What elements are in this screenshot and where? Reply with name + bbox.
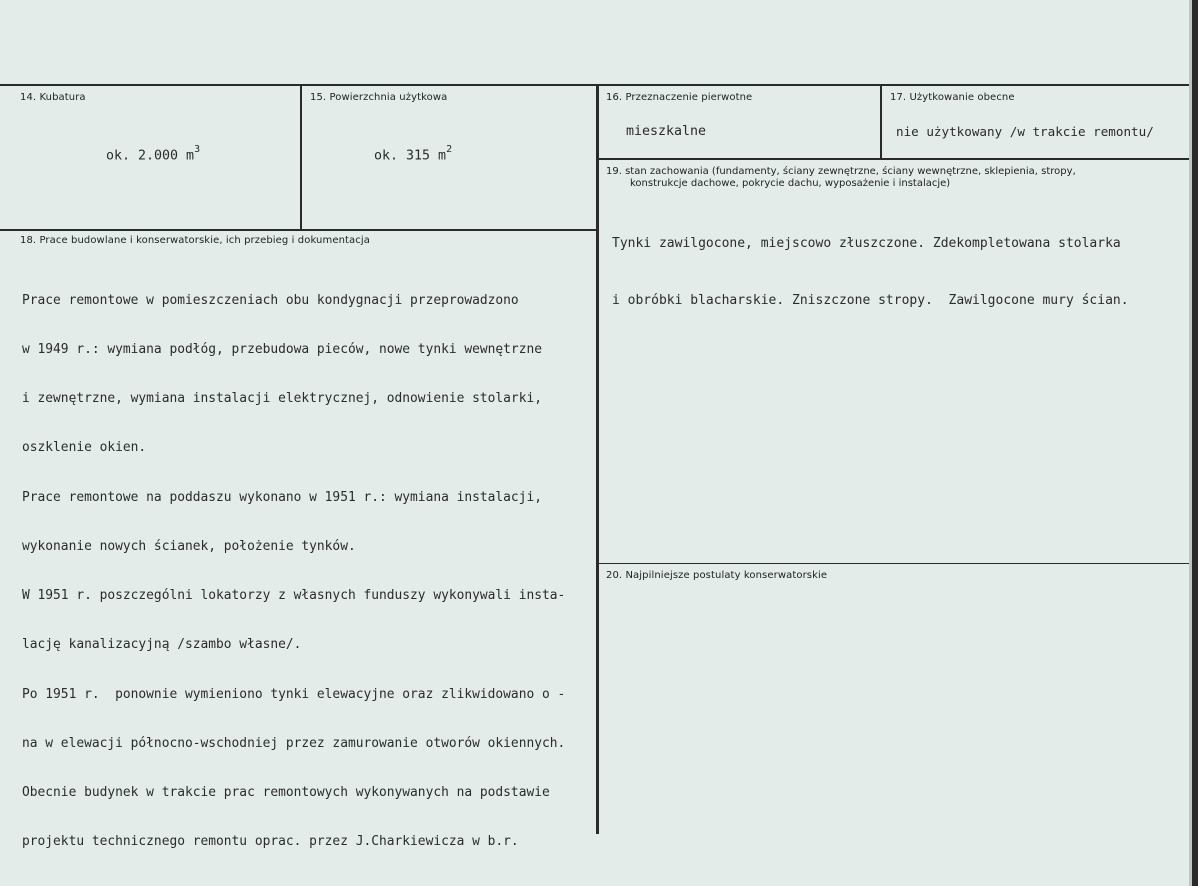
field-18-line: wykonanie nowych ścianek, położenie tynków.: [22, 538, 356, 554]
field-15-value-text: ok. 315 m: [374, 148, 447, 164]
divider-16-17: [880, 86, 882, 158]
field-19-label-line1: 19. stan zachowania (fundamenty, ściany zewnętrzne, ściany wewnętrzne, sklepienia, stropy,: [606, 166, 1076, 177]
field-18-line: oszklenie okien.: [22, 440, 147, 456]
rule-under-19: [598, 563, 1192, 564]
field-20-label: 20. Najpilniejsze postulaty konserwatorskie: [606, 570, 828, 581]
field-15-value: [374, 146, 452, 163]
divider-14-15: [300, 86, 302, 230]
field-18-text: [22, 260, 565, 883]
right-edge: [1192, 0, 1198, 886]
field-18-line: lację kanalizacyjną /szambo własne/.: [22, 637, 302, 653]
field-18-line: Obecnie budynek w trakcie prac remontowych wykonywanych na podstawie: [22, 785, 550, 800]
field-17-label: 17. Użytkowanie obecne: [890, 92, 1015, 103]
main-divider: [596, 86, 599, 834]
field-19-label: [606, 166, 1076, 190]
field-18-line: projektu technicznego remontu oprac. przez J.Charkiewicza w b.r.: [22, 834, 519, 850]
field-16-value: mieszkalne: [626, 124, 707, 139]
field-14-value-text: ok. 2.000 m: [106, 148, 195, 164]
field-14-label: 14. Kubatura: [20, 92, 86, 103]
field-16-label: 16. Przeznaczenie pierwotne: [606, 92, 753, 103]
field-18-line: Po 1951 r. ponownie wymieniono tynki elewacyjne oraz zlikwidowano o -: [22, 686, 566, 702]
field-14-value: [106, 146, 200, 163]
field-19-label-line2: konstrukcje dachowe, pokrycie dachu, wyposażenie i instalacje): [630, 178, 951, 189]
field-14-value-sup: 3: [194, 144, 201, 155]
field-18-line: Prace remontowe na poddaszu wykonano w 1951 r.: wymiana instalacji,: [22, 489, 542, 505]
field-19-line: Tynki zawilgocone, miejscowo złuszczone. Zdekompletowana stolarka: [612, 236, 1121, 251]
field-18-line: W 1951 r. poszczególni lokatorzy z własnych funduszy wykonywali insta-: [22, 588, 566, 604]
field-19-text: [612, 196, 1129, 348]
field-18-line: na w elewacji północno-wschodniej przez zamurowanie otworów okiennych.: [22, 735, 566, 751]
rule-under-14-15: [0, 229, 598, 231]
field-18-line: i zewnętrzne, wymiana instalacji elektrycznej, odnowienie stolarki,: [22, 391, 542, 407]
field-19-line: i obróbki blacharskie. Zniszczone stropy. Zawilgocone mury ścian.: [612, 293, 1129, 308]
field-15-value-sup: 2: [446, 144, 453, 155]
field-18-label: 18. Prace budowlane i konserwatorskie, ich przebieg i dokumentacja: [20, 235, 370, 246]
field-15-label: 15. Powierzchnia użytkowa: [310, 92, 448, 103]
rule-under-16-17: [598, 158, 1192, 160]
field-17-value: nie użytkowany /w trakcie remontu/: [896, 124, 1154, 139]
field-18-line: w 1949 r.: wymiana podłóg, przebudowa pieców, nowe tynki wewnętrzne: [22, 342, 542, 358]
field-18-line: Prace remontowe w pomieszczeniach obu kondygnacji przeprowadzono: [22, 292, 519, 308]
